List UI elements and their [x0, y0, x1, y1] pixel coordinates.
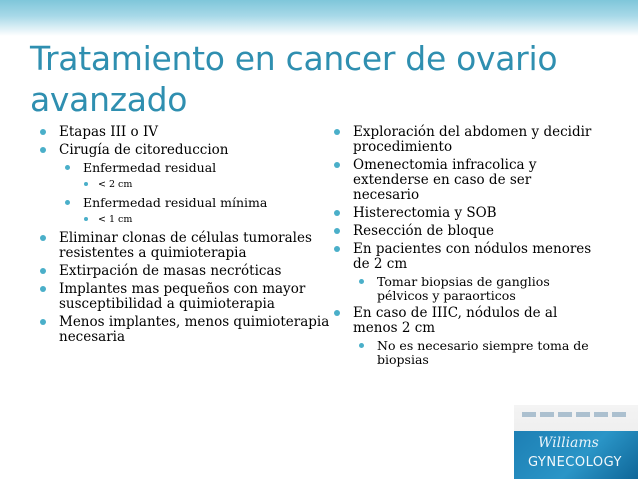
- bullet-text: Omenectomia infracolica y extenderse en caso de ser necesario: [353, 157, 537, 203]
- bullet-icon: [334, 162, 340, 168]
- bullet-text: Histerectomia y SOB: [353, 205, 497, 221]
- bullet-text: < 2 cm: [98, 179, 133, 190]
- bullet-icon: [40, 235, 46, 241]
- book-cover-image: [514, 405, 638, 479]
- bullet-text: En caso de IIIC, nódulos de al menos 2 cm: [353, 305, 558, 336]
- book-name: Williams: [538, 435, 599, 451]
- sub-sub-bullet-item: [84, 213, 340, 226]
- sub-bullet-item: [359, 339, 596, 367]
- bullet-text: Menos implantes, menos quimioterapia necesaria: [59, 314, 330, 345]
- bullet-icon: [40, 268, 46, 274]
- slide-title: Tratamiento en cancer de ovario avanzado: [30, 39, 558, 119]
- bullet-item: [334, 158, 596, 203]
- bullet-item: [334, 224, 596, 239]
- bullet-text: Etapas III o IV: [59, 124, 159, 140]
- bullet-icon: [40, 319, 46, 325]
- bullet-icon: [334, 210, 340, 216]
- bullet-item: [40, 264, 340, 279]
- bullet-text: Eliminar clonas de células tumorales resistentes a quimioterapia: [59, 230, 312, 261]
- sub-bullet-item: [65, 196, 340, 210]
- bullet-item: [334, 242, 596, 272]
- header-band: [0, 0, 638, 36]
- sub-sub-bullet-item: [84, 178, 340, 191]
- bullet-text: En pacientes con nódulos menores de 2 cm: [353, 241, 592, 272]
- bullet-item: [40, 143, 340, 158]
- left-bullet-list: [40, 125, 340, 348]
- bullet-text: Exploración del abdomen y decidir procedimiento: [353, 124, 592, 155]
- bullet-icon: [65, 200, 70, 205]
- bullet-text: Enfermedad residual mínima: [83, 195, 268, 210]
- sub-bullet-item: [65, 161, 340, 175]
- bullet-text: No es necesario siempre toma de biopsias: [377, 338, 589, 367]
- bullet-item: [334, 206, 596, 221]
- bullet-icon: [84, 182, 88, 186]
- bullet-icon: [40, 286, 46, 292]
- bullet-icon: [334, 129, 340, 135]
- bullet-text: Implantes mas pequeños con mayor susceptibilidad a quimioterapia: [59, 281, 306, 312]
- bullet-icon: [334, 310, 340, 316]
- bullet-text: Tomar biopsias de ganglios pélvicos y paraorticos: [377, 274, 550, 303]
- right-bullet-list: [334, 125, 596, 370]
- bullet-item: [40, 282, 340, 312]
- bullet-icon: [84, 217, 88, 221]
- book-title: GYNECOLOGY: [528, 455, 622, 470]
- bullet-item: [40, 125, 340, 140]
- bullet-icon: [334, 246, 340, 252]
- bullet-icon: [359, 343, 364, 348]
- bullet-icon: [40, 147, 46, 153]
- bullet-icon: [334, 228, 340, 234]
- bullet-item: [334, 306, 596, 336]
- bullet-icon: [40, 129, 46, 135]
- bullet-icon: [65, 165, 70, 170]
- bullet-text: Extirpación de masas necróticas: [59, 263, 282, 279]
- bullet-item: [40, 315, 340, 345]
- bullet-text: Resección de bloque: [353, 223, 494, 239]
- bullet-text: < 1 cm: [98, 214, 133, 225]
- bullet-icon: [359, 279, 364, 284]
- bullet-item: [334, 125, 596, 155]
- sub-bullet-item: [359, 275, 596, 303]
- bullet-item: [40, 231, 340, 261]
- book-author-bar: [522, 412, 626, 417]
- bullet-text: Cirugía de citoreduccion: [59, 142, 229, 158]
- bullet-text: Enfermedad residual: [83, 160, 217, 175]
